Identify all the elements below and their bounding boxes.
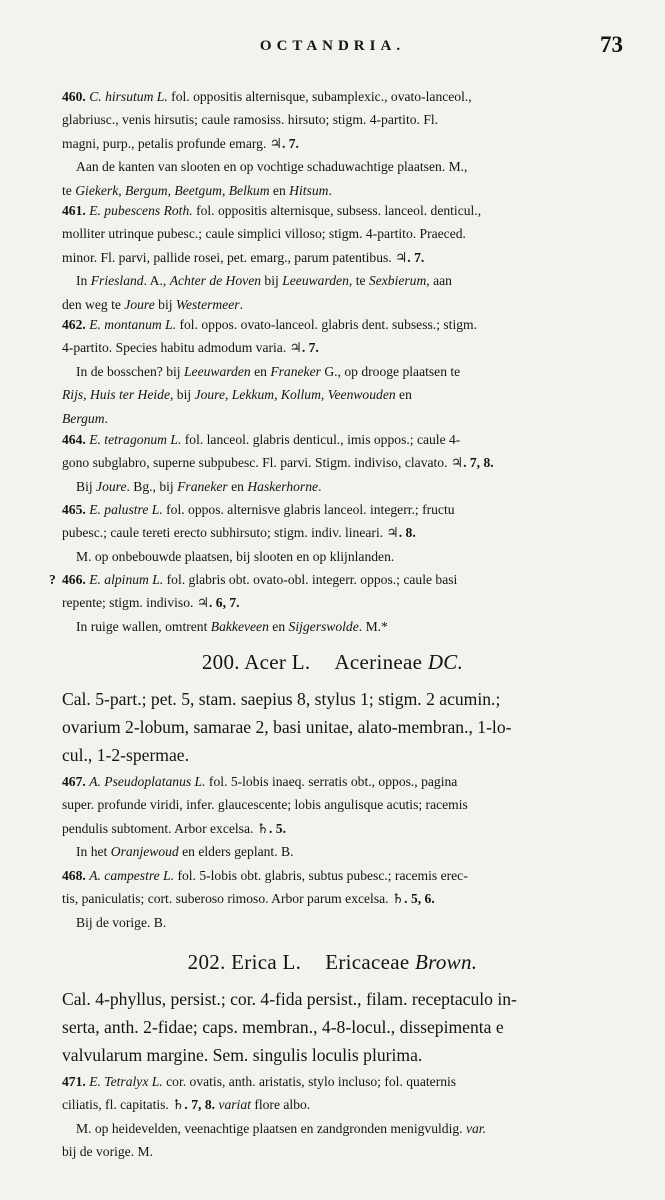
flowering-symbol: ♃. 6, 7. [196, 595, 240, 611]
entry-text: pendulis subtoment. Arbor excelsa. [62, 820, 254, 836]
locality-text: en elders geplant. B. [178, 844, 294, 860]
family-name: Acerineae [334, 650, 423, 674]
species-entry-467 [62, 770, 632, 864]
flowering-symbol: ♄. 7, 8. [172, 1097, 216, 1113]
separator: , [274, 387, 281, 403]
entry-number: 464. [62, 432, 86, 447]
genus-heading-200 [0, 650, 665, 675]
place-name: Rijs [62, 387, 84, 403]
species-name: A. campestre L. [89, 868, 175, 883]
species-name: C. hirsutum L. [89, 89, 168, 104]
place-name: Kollum [280, 387, 321, 403]
entry-text: fol. glabris obt. ovato-obl. integerr. oppos.; caule basi [166, 572, 458, 587]
species-name: E. pubescens Roth. [89, 203, 193, 218]
separator: . A., [143, 273, 167, 289]
flowering-symbol: ♄. 5. [256, 820, 287, 836]
entry-number: 467. [62, 774, 86, 789]
place-name: Haskerhorne [247, 478, 319, 494]
species-entry-466 [49, 568, 632, 638]
place-name: Leeuwarden [282, 273, 349, 289]
place-name: Joure [124, 296, 155, 312]
separator: . [239, 296, 243, 312]
entry-text: glabriusc., venis hirsutis; caule ramosiss. hirsuto; stigm. 4-partito. Fl. [62, 112, 439, 128]
family-author: DC. [427, 650, 464, 674]
entry-text: ciliatis, fl. capitatis. [62, 1097, 169, 1113]
family-author: Brown. [415, 950, 478, 974]
entry-text: fol. 5-lobis obt. glabris, subtus pubesc.; racemis erec- [177, 868, 468, 883]
entry-text: fol. lanceol. glabris denticul., imis oppos.; caule 4- [184, 432, 461, 447]
separator: , [167, 182, 175, 198]
entry-text: gono subglabro, superne subpubesc. Fl. parvi. Stigm. indiviso, clavato. [62, 455, 448, 471]
species-entry-460 [62, 85, 632, 202]
flowering-symbol: ♄. 5, 6. [391, 891, 435, 907]
species-name: E. Tetralyx L. [89, 1074, 163, 1089]
place-name: Westermeer [175, 296, 240, 312]
species-name: E. alpinum L. [89, 572, 164, 587]
separator: , [225, 387, 232, 403]
separator: en [227, 478, 248, 494]
running-header: OCTANDRIA. [259, 38, 406, 54]
separator: . [104, 410, 108, 426]
separator: en [395, 387, 412, 403]
entry-text: super. profunde viridi, infer. glaucescente; lobis angulisque acutis; racemis [62, 797, 468, 813]
flowering-symbol: ♃. 7, 8. [450, 455, 494, 471]
entry-text: fol. 5-lobis inaeq. serratis obt., oppos., pagina [208, 774, 458, 789]
separator: bij [154, 296, 176, 312]
locality-text: te [62, 182, 72, 198]
genus-description-line: cul., 1-2-spermae. [62, 745, 190, 765]
genus-name: 202. Erica L. [187, 950, 302, 974]
entry-text: magni, purp., petalis profunde emarg. [62, 135, 267, 151]
entry-text: repente; stigm. indiviso. [62, 595, 194, 611]
entry-text: fol. oppositis alternisque, subamplexic., ovato-lanceol., [171, 89, 472, 104]
separator: en [269, 182, 290, 198]
entry-number: 460. [62, 89, 86, 104]
separator: , [83, 387, 90, 403]
place-name: Hitsum [289, 182, 329, 198]
place-name: Veenwouden [327, 387, 396, 403]
genus-description-line: ovarium 2-lobum, samarae 2, basi unitae, alato-membran., 1-lo- [62, 717, 512, 737]
species-name: E. palustre L. [89, 502, 163, 517]
flowering-symbol: ♃. 8. [386, 525, 416, 541]
locality-text: In het [76, 844, 108, 860]
place-name: Achter de Hoven [169, 273, 262, 289]
locality-text: Aan de kanten van slooten en op vochtige schaduwachtige plaatsen. M., [76, 159, 468, 175]
place-name: Oranjewoud [110, 844, 179, 860]
entry-number: 466. [62, 572, 86, 587]
entry-text: pubesc.; caule tereti erecto subhirsuto; stigm. indiv. lineari. [62, 525, 384, 541]
separator: en [268, 618, 289, 634]
entry-number: 468. [62, 868, 86, 883]
place-name: Joure [194, 387, 225, 403]
entry-text: cor. ovatis, anth. aristatis, stylo incluso; fol. quaternis [166, 1074, 457, 1089]
separator: en [250, 363, 271, 379]
entry-text: fol. oppos. ovato-lanceol. glabris dent. subsess.; stigm. [179, 317, 477, 332]
place-name: Lekkum [231, 387, 275, 403]
place-name: Franeker [270, 363, 321, 379]
flowering-symbol: ♃. 7. [395, 249, 425, 265]
place-name: Bergum [125, 182, 168, 198]
separator: , [221, 182, 229, 198]
genus-description-line: Cal. 4-phyllus, persist.; cor. 4-fida persist., filam. receptaculo in- [62, 989, 517, 1009]
flowering-symbol: ♃. 7. [289, 340, 319, 356]
species-name: E. montanum L. [89, 317, 177, 332]
separator: bij [261, 273, 283, 289]
entry-number: 462. [62, 317, 86, 332]
place-name: Sijgerswolde [288, 618, 359, 634]
place-name: Sexbierum [368, 273, 427, 289]
entry-number: 465. [62, 502, 86, 517]
place-name: Leeuwarden [183, 363, 251, 379]
separator: . [328, 182, 332, 198]
place-name: Joure [96, 478, 127, 494]
separator: , bij [170, 387, 195, 403]
species-entry-462 [62, 313, 632, 430]
place-name: Bakkeveen [210, 618, 269, 634]
entry-text: flore albo. [254, 1097, 311, 1113]
locality-text: . M.* [358, 618, 388, 634]
genus-description-202 [62, 985, 632, 1069]
species-entry-461 [62, 199, 632, 316]
place-name: Bergum [62, 410, 105, 426]
flowering-symbol: ♃. 7. [269, 135, 299, 151]
genus-name: 200. Acer L. [201, 650, 311, 674]
locality-text: In de bosschen? bij [76, 363, 181, 379]
genus-description-200 [62, 685, 632, 769]
species-name: E. tetragonum L. [89, 432, 182, 447]
species-entry-464 [62, 428, 632, 498]
entry-text: 4-partito. Species habitu admodum varia. [62, 340, 287, 356]
family-name: Ericaceae [325, 950, 410, 974]
separator: . [318, 478, 322, 494]
locality-text: In ruige wallen, omtrent [76, 618, 208, 634]
separator: , te [348, 273, 369, 289]
genus-description-line: Cal. 5-part.; pet. 5, stam. saepius 8, stylus 1; stigm. 2 acumin.; [62, 689, 501, 709]
variety-label: variat [218, 1097, 251, 1113]
separator: , [320, 387, 328, 403]
genus-description-line: valvularum margine. Sem. singulis loculis plurima. [62, 1045, 423, 1065]
entry-number: 461. [62, 203, 86, 218]
entry-number: 471. [62, 1074, 86, 1089]
locality-text: In [76, 273, 88, 289]
locality-text: Bij de vorige. B. [76, 914, 167, 930]
place-name: Beetgum [174, 182, 222, 198]
locality-text: M. op onbebouwde plaatsen, bij slooten en op klijnlanden. [76, 548, 395, 564]
page-number: 73 [600, 32, 623, 57]
place-name: Belkum [228, 182, 270, 198]
locality-text: G., op drooge plaatsen te [320, 363, 461, 379]
entry-text: minor. Fl. parvi, pallide rosei, pet. emarg., parum patentibus. [62, 249, 392, 265]
locality-text: Bij [76, 478, 93, 494]
entry-text: fol. oppositis alternisque, subsess. lanceol. denticul., [196, 203, 482, 218]
place-name: Franeker [177, 478, 228, 494]
genus-heading-202 [0, 950, 665, 975]
locality-text: . Bg., bij [126, 478, 178, 494]
place-name: Giekerk [75, 182, 119, 198]
species-entry-468 [62, 864, 632, 934]
place-name: Huis ter Heide [89, 387, 170, 403]
separator: , [118, 182, 126, 198]
species-name: A. Pseudoplatanus L. [89, 774, 206, 789]
species-entry-471 [62, 1070, 632, 1164]
locality-text: den weg te [62, 296, 121, 312]
species-entry-465 [62, 498, 632, 568]
variety-label: var. [465, 1120, 486, 1136]
entry-text: fol. oppos. alternisve glabris lanceol. integerr.; fructu [166, 502, 455, 517]
entry-text: tis, paniculatis; cort. suberoso rimoso. Arbor parum excelsa. [62, 891, 389, 907]
locality-text: bij de vorige. M. [62, 1144, 153, 1160]
genus-description-line: serta, anth. 2-fidae; caps. membran., 4-8-locul., dissepimenta e [62, 1017, 504, 1037]
query-mark: ? [49, 572, 56, 587]
locality-text: M. op heidevelden, veenachtige plaatsen en zandgronden menigvuldig. [76, 1120, 463, 1136]
entry-text: molliter utrinque pubesc.; caule simplici villoso; stigm. 4-partito. Praeced. [62, 226, 466, 242]
separator: , aan [426, 273, 452, 289]
place-name: Friesland [90, 273, 144, 289]
